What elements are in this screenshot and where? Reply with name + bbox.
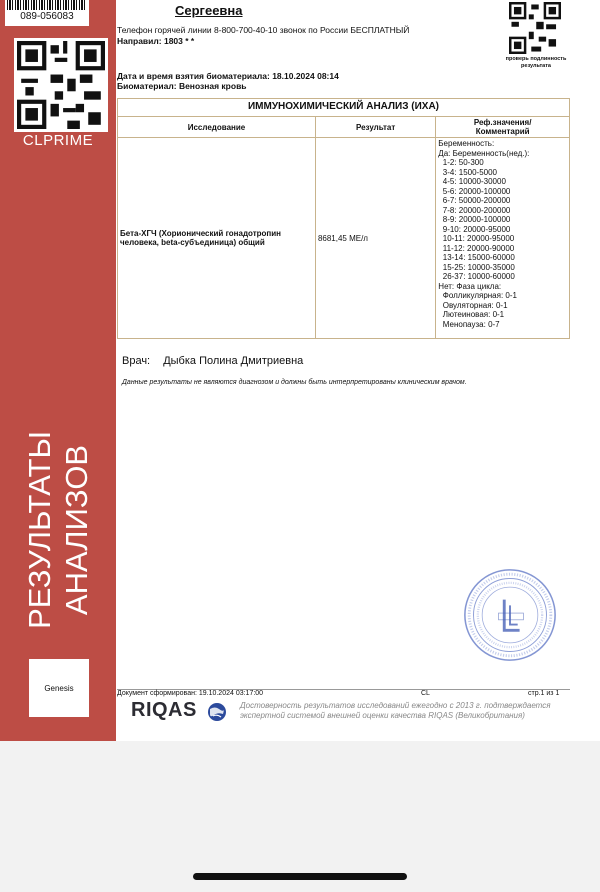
patient-name: Сергеевна xyxy=(175,3,243,18)
table-row xyxy=(118,138,570,339)
ref-line: Беременность: xyxy=(438,139,495,148)
verification-qr-icon[interactable] xyxy=(509,2,561,54)
biomaterial: Биоматериал: Венозная кровь xyxy=(117,81,247,91)
ref-line: 3-4: 1500-5000 xyxy=(438,167,498,177)
ref-line: Нет: Фаза цикла: xyxy=(438,281,502,291)
home-indicator[interactable] xyxy=(193,873,407,880)
sample-date: Дата и время взятия биоматериала: 18.10.2024 08:14 xyxy=(117,71,339,81)
col-header-ref-line2: Комментарий xyxy=(475,127,530,136)
col-header-test: Исследование xyxy=(118,117,316,138)
doctor xyxy=(122,355,303,367)
test-name: Бета-ХГЧ (Хорионический гонадотропин человека, beta-субъединица) общий xyxy=(118,138,316,339)
footer-code: CL xyxy=(421,690,430,697)
riqas-logo: RIQAS xyxy=(131,699,197,721)
vertical-title xyxy=(21,431,95,629)
partner-logo: Genesis xyxy=(29,659,89,717)
col-header-result: Результат xyxy=(315,117,435,138)
barcode xyxy=(5,0,89,26)
ref-line: 6-7: 50000-200000 xyxy=(438,196,511,205)
disclaimer: Данные результаты не являются диагнозом и должны быть интерпретированы клиническим врачом. xyxy=(122,379,467,386)
qr-caption-line2: результата xyxy=(521,63,551,69)
quality-line2: экспертной системой внешней оценки качества RIQAS (Великобритания) xyxy=(240,711,525,720)
barcode-number: 089-056083 xyxy=(20,11,74,22)
lab-stamp-icon xyxy=(462,567,558,663)
qr-caption-line1: проверь подлинность xyxy=(505,56,567,62)
ref-line: 4-5: 10000-30000 xyxy=(438,177,506,186)
referrer: Направил: 1803 * * xyxy=(117,36,195,46)
hotline: Телефон горячей линии 8-800-700-40-10 звонок по России БЕСПЛАТНЫЙ xyxy=(117,25,410,35)
generated-date: Документ сформирован: 19.10.2024 03:17:00 xyxy=(117,690,264,697)
ref-line: Лютеиновая: 0-1 xyxy=(438,310,505,319)
reference-values xyxy=(436,138,570,339)
ref-line: Фолликулярная: 0-1 xyxy=(438,291,517,300)
ref-line: 8-9: 20000-100000 xyxy=(438,215,511,224)
page-number: стр.1 из 1 xyxy=(528,690,560,697)
ref-line: 7-8: 20000-200000 xyxy=(438,205,511,215)
quality-line1: Достоверность результатов исследований ежегодно с 2013 г. подтверждается xyxy=(240,701,551,710)
ref-line: 1-2: 50-300 xyxy=(438,158,484,167)
vertical-title-line2: АНАЛИЗОВ xyxy=(59,444,94,616)
doctor-name: Дыбка Полина Дмитриевна xyxy=(163,355,304,367)
col-header-ref-line1: Реф.значения/ xyxy=(473,118,532,127)
vertical-title-line1: РЕЗУЛЬТАТЫ xyxy=(22,431,57,629)
ref-line: 11-12: 20000-90000 xyxy=(438,243,515,253)
quality-statement xyxy=(240,701,580,721)
results-table xyxy=(117,98,570,339)
ref-line: 10-11: 20000-95000 xyxy=(438,234,515,243)
ref-line: 13-14: 15000-60000 xyxy=(438,253,515,262)
ref-line: 9-10: 20000-95000 xyxy=(438,224,511,234)
col-header-ref xyxy=(436,117,570,138)
qr-code-icon xyxy=(14,38,108,132)
test-result: 8681,45 МЕ/л xyxy=(315,138,435,339)
ref-line: Менопауза: 0-7 xyxy=(438,319,500,329)
ref-line: Да: Беременность(нед.): xyxy=(438,148,530,158)
sidebar xyxy=(0,0,116,741)
qr-caption xyxy=(500,56,572,70)
ref-line: Овуляторная: 0-1 xyxy=(438,300,508,310)
ref-line: 5-6: 20000-100000 xyxy=(438,186,511,196)
brand-name: CLPRIME xyxy=(22,132,94,149)
ref-line: 15-25: 10000-35000 xyxy=(438,262,515,272)
barcode-lines xyxy=(7,0,87,10)
doctor-label: Врач: xyxy=(122,355,151,367)
ref-line: 26-37: 10000-60000 xyxy=(438,272,515,281)
globe-icon xyxy=(207,702,227,722)
table-title: ИММУНОХИМИЧЕСКИЙ АНАЛИЗ (ИХА) xyxy=(118,99,570,117)
